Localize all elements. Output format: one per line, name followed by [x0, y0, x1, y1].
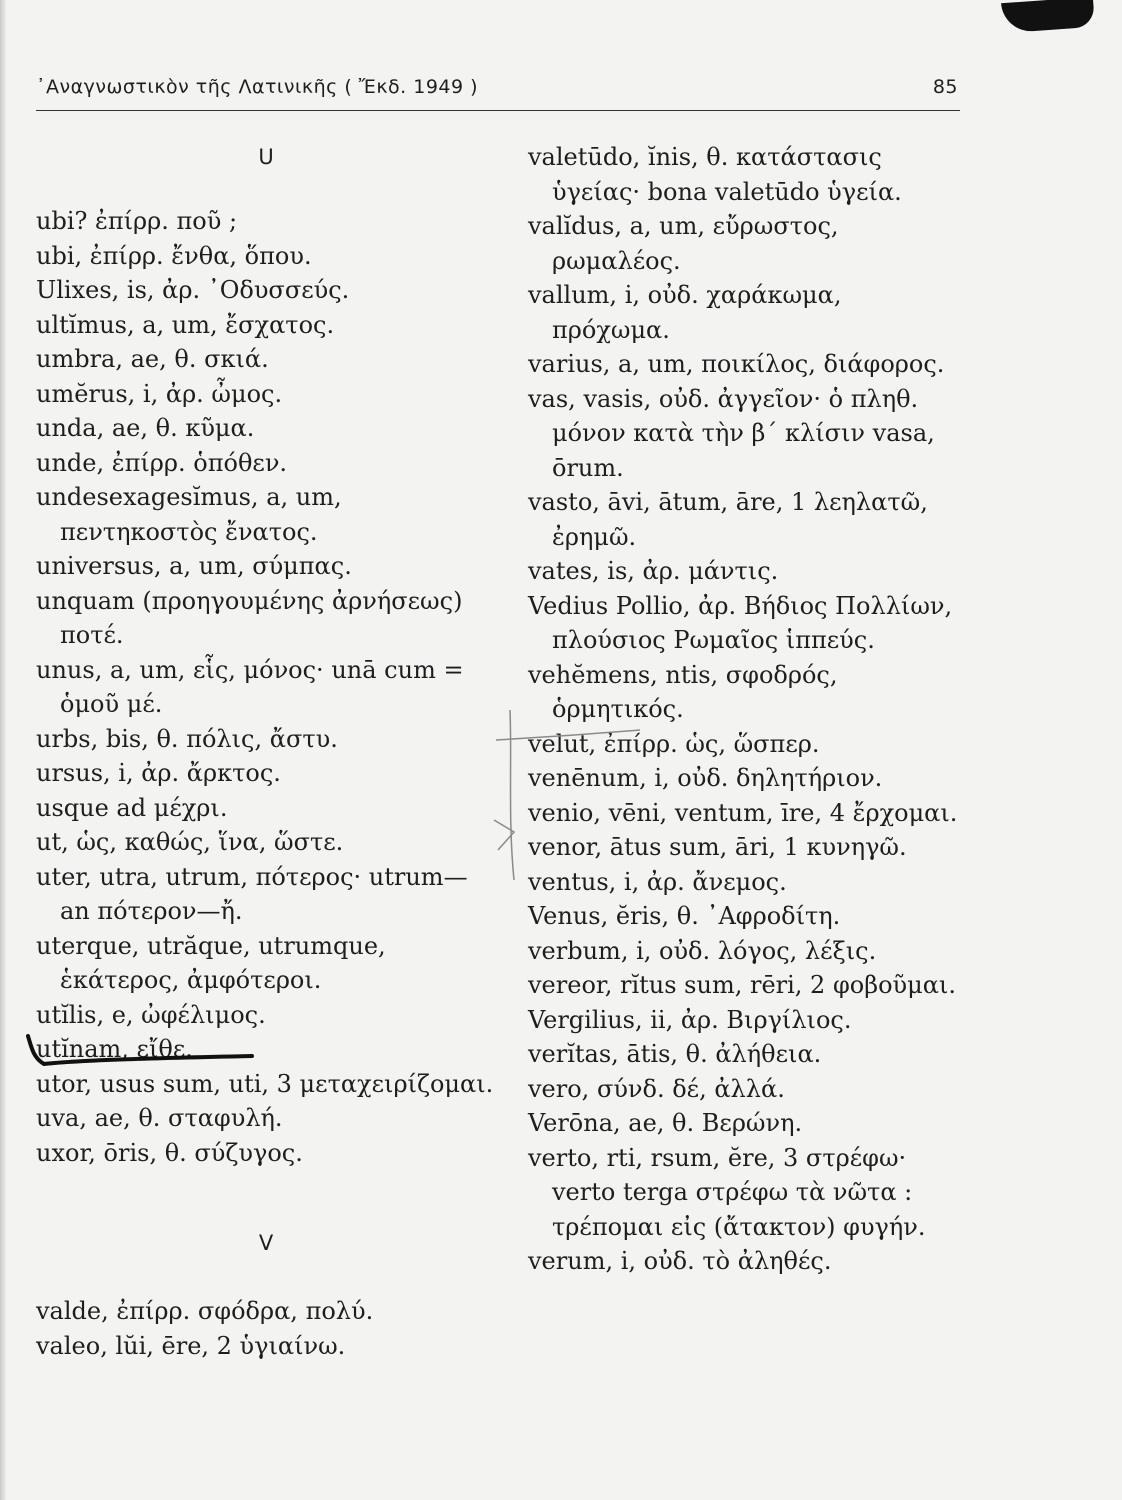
dictionary-entry: universus, a, um, σύμπας. — [36, 552, 352, 580]
page-binding-edge — [0, 0, 6, 1500]
dictionary-entry: ventus, i, ἀρ. ἄνεμος. — [528, 867, 787, 896]
dictionary-entry: unus, a, um, εἷς, μόνος· unā cum = ὁμοῦ μέ. — [36, 655, 464, 718]
dictionary-entry: vasto, āvi, ātum, āre, 1 λεηλατῶ, ἐρημῶ. — [528, 488, 928, 551]
dictionary-entry: vas, vasis, οὐδ. ἀγγεῖον· ὁ πληθ. μόνον κατὰ τὴν β´ κλίσιν vasa, ōrum. — [528, 384, 935, 482]
dictionary-entry: Vedius Pollio, ἀρ. Βήδιος Πολλίων, πλούσιος Ρωμαῖος ἱππεύς. — [528, 591, 953, 654]
ink-blot — [1001, 0, 1095, 33]
dictionary-entry: Venus, ĕris, θ. ᾽Αφροδίτη. — [528, 902, 841, 930]
dictionary-entry: ubi, ἐπίρρ. ἔνθα, ὅπου. — [36, 241, 312, 270]
section-letter-u: U — [258, 145, 274, 169]
dictionary-entry: vero, σύνδ. δέ, ἀλλά. — [528, 1074, 785, 1103]
dictionary-entry: venor, ātus sum, āri, 1 κυνηγῶ. — [528, 833, 907, 861]
dictionary-entry: undesexagesĭmus, a, um, πεντηκοστὸς ἔνατος. — [36, 483, 342, 546]
entry-list-u — [36, 204, 496, 1170]
dictionary-entry: utĭnam, εἴθε. — [36, 1035, 193, 1063]
entry-list-v — [36, 1294, 496, 1363]
book-title: ᾽Αναγνωστικὸν τῆς Λατινικῆς ( Ἔκδ. 1949 ) — [36, 76, 479, 98]
dictionary-entry: utor, usus sum, uti, 3 μεταχειρίζομαι. — [36, 1069, 494, 1098]
dictionary-entry: verbum, i, οὐδ. λόγος, λέξις. — [528, 936, 877, 965]
dictionary-entry: unquam (προηγουμένης ἀρνήσεως) ποτέ. — [36, 586, 463, 649]
dictionary-entry: verĭtas, ātis, θ. ἀλήθεια. — [528, 1040, 822, 1068]
left-column — [36, 140, 496, 1363]
dictionary-entry: valetūdo, ĭnis, θ. κατάστασις ὑγείας· bona valetūdo ὑγεία. — [528, 143, 902, 206]
dictionary-entry: vallum, i, οὐδ. χαράκωμα, πρόχωμα. — [528, 281, 842, 344]
dictionary-entry: umĕrus, i, ἀρ. ὦμος. — [36, 379, 283, 408]
dictionary-entry: Vergilius, ii, ἀρ. Βιργίλιος. — [528, 1005, 852, 1034]
dictionary-entry: uter, utra, utrum, πότερος· utrum—an πότερον—ἤ. — [36, 862, 468, 925]
dictionary-entry: unde, ἐπίρρ. ὁπόθεν. — [36, 448, 288, 477]
dictionary-entry: uva, ae, θ. σταφυλή. — [36, 1104, 283, 1132]
dictionary-entry: verto, rti, rsum, ĕre, 3 στρέφω· verto terga στρέφω τὰ νῶτα : τρέπομαι εἰς (ἄτακτον) φυγήν. — [528, 1143, 926, 1241]
dictionary-entry: velut, ἐπίρρ. ὡς, ὥσπερ. — [528, 729, 820, 758]
entry-list-right — [528, 140, 960, 1279]
dictionary-entry: varius, a, um, ποικίλος, διάφορος. — [528, 350, 945, 378]
dictionary-entry: ultĭmus, a, um, ἔσχατος. — [36, 310, 335, 339]
dictionary-entry: ut, ὡς, καθώς, ἵνα, ὥστε. — [36, 828, 344, 856]
right-column — [528, 140, 960, 1279]
dictionary-entry: vereor, rĭtus sum, rēri, 2 φοβοῦμαι. — [528, 971, 956, 999]
page-number: 85 — [932, 76, 958, 98]
dictionary-entry: ursus, i, ἀρ. ἄρκτος. — [36, 759, 281, 787]
dictionary-entry: usque ad μέχρι. — [36, 793, 228, 822]
dictionary-entry: vehĕmens, ntis, σφοδρός, ὁρμητικός. — [528, 660, 838, 723]
dictionary-entry: venēnum, i, οὐδ. δηλητήριον. — [528, 764, 883, 792]
dictionary-entry: uxor, ōris, θ. σύζυγος. — [36, 1138, 303, 1167]
dictionary-entry: valĭdus, a, um, εὔρωστος, ρωμαλέος. — [528, 212, 839, 275]
dictionary-entry: verum, i, οὐδ. τὸ ἀληθές. — [528, 1247, 832, 1275]
section-letter-v: V — [258, 1231, 274, 1255]
dictionary-entry: venio, vēni, ventum, īre, 4 ἔρχομαι. — [528, 798, 958, 827]
dictionary-entry: Verōna, ae, θ. Βερώνη. — [528, 1109, 803, 1137]
dictionary-entry: vates, is, ἀρ. μάντις. — [528, 557, 779, 585]
dictionary-entry: Ulixes, is, ἀρ. ᾽Οδυσσεύς. — [36, 276, 350, 304]
dictionary-entry: unda, ae, θ. κῦμα. — [36, 414, 255, 442]
dictionary-entry: valeo, lŭi, ēre, 2 ὑγιαίνω. — [36, 1331, 346, 1360]
dictionary-entry: valde, ἐπίρρ. σφόδρα, πολύ. — [36, 1297, 374, 1325]
running-header — [36, 76, 958, 106]
dictionary-entry: uterque, utrăque, utrumque, ἑκάτερος, ἀμφότεροι. — [36, 931, 386, 994]
dictionary-entry: urbs, bis, θ. πόλις, ἄστυ. — [36, 724, 338, 753]
dictionary-entry: ubi? ἐπίρρ. ποῦ ; — [36, 207, 238, 235]
header-rule — [36, 110, 960, 111]
dictionary-entry: umbra, ae, θ. σκιά. — [36, 345, 269, 373]
dictionary-entry: utĭlis, e, ὠφέλιμος. — [36, 1000, 266, 1029]
